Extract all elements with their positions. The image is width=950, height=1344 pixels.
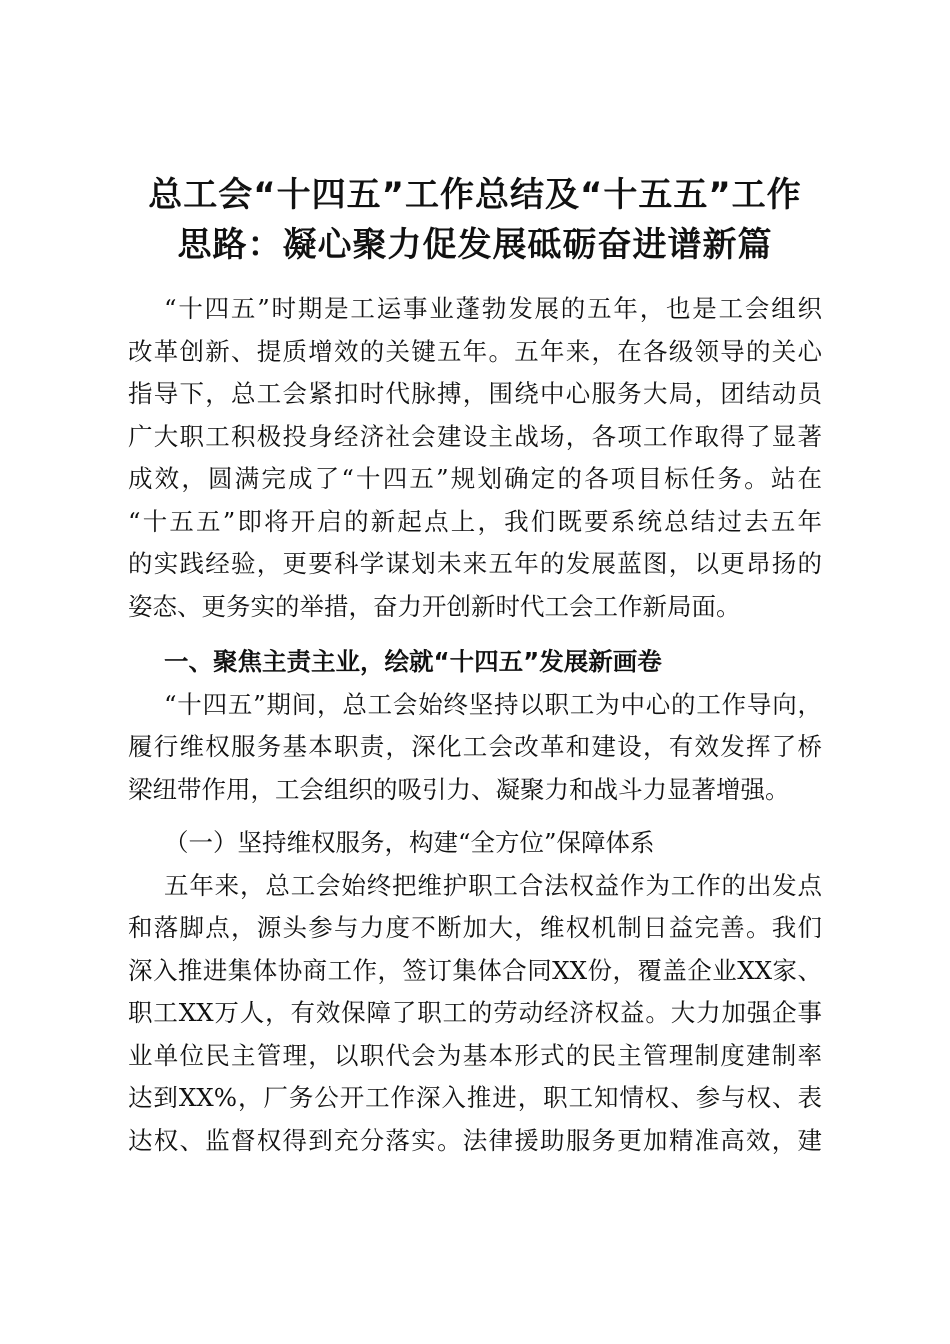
text-line: 的实践经验，更要科学谋划未来五年的发展蓝图，以更昂扬的 [128, 549, 822, 578]
subsection-heading: （一）坚持维权服务，构建“全方位”保障体系 [164, 828, 655, 857]
paragraph-intro [128, 288, 822, 628]
text-line: 和落脚点，源头参与力度不断加大，维权机制日益完善。我们 [128, 913, 822, 942]
section-heading: 一、聚焦主责主业，绘就“十四五”发展新画卷 [164, 647, 662, 676]
paragraph-subsection-1 [128, 865, 822, 1163]
text-line: 广大职工积极投身经济社会建设主战场，各项工作取得了显著 [128, 421, 822, 451]
text-line: 履行维权服务基本职责，深化工会改革和建设，有效发挥了桥 [128, 732, 822, 761]
text-line: 业单位民主管理，以职代会为基本形式的民主管理制度建制率 [128, 1040, 822, 1070]
text-line: 达权、监督权得到充分落实。法律援助服务更加精准高效，建 [128, 1125, 822, 1155]
text-line: “十四五”期间，总工会始终坚持以职工为中心的工作导向， [164, 689, 822, 719]
title-line-2: 思路：凝心聚力促发展砥砺奋进谱新篇 [177, 225, 773, 265]
text-line: 指导下，总工会紧扣时代脉搏，围绕中心服务大局，团结动员 [128, 379, 822, 408]
text-line: 梁纽带作用，工会组织的吸引力、凝聚力和战斗力显著增强。 [128, 774, 790, 804]
text-line: 成效，圆满完成了“十四五”规划确定的各项目标任务。站在 [128, 464, 822, 493]
text-line: 改革创新、提质增效的关键五年。五年来，在各级领导的关心 [128, 336, 822, 366]
title-line-1: 总工会“十四五”工作总结及“十五五”工作 [148, 175, 802, 215]
text-line: 五年来，总工会始终把维护职工合法权益作为工作的出发点 [164, 870, 822, 900]
paragraph-section-1 [128, 684, 822, 812]
text-line: 姿态、更务实的举措，奋力开创新时代工会工作新局面。 [128, 591, 741, 621]
text-line: “十五五”即将开启的新起点上，我们既要系统总结过去五年 [128, 506, 822, 536]
document-body [128, 288, 822, 1162]
text-line: 职工XX万人，有效保障了职工的劳动经济权益。大力加强企事 [128, 998, 822, 1027]
text-line: “十四五”时期是工运事业蓬勃发展的五年，也是工会组织 [164, 294, 822, 323]
text-line: 深入推进集体协商工作，签订集体合同XX份，覆盖企业XX家、 [128, 955, 822, 985]
text-line: 达到XX%，厂务公开工作深入推进，职工知情权、参与权、表 [128, 1083, 822, 1112]
document-title [100, 170, 850, 270]
